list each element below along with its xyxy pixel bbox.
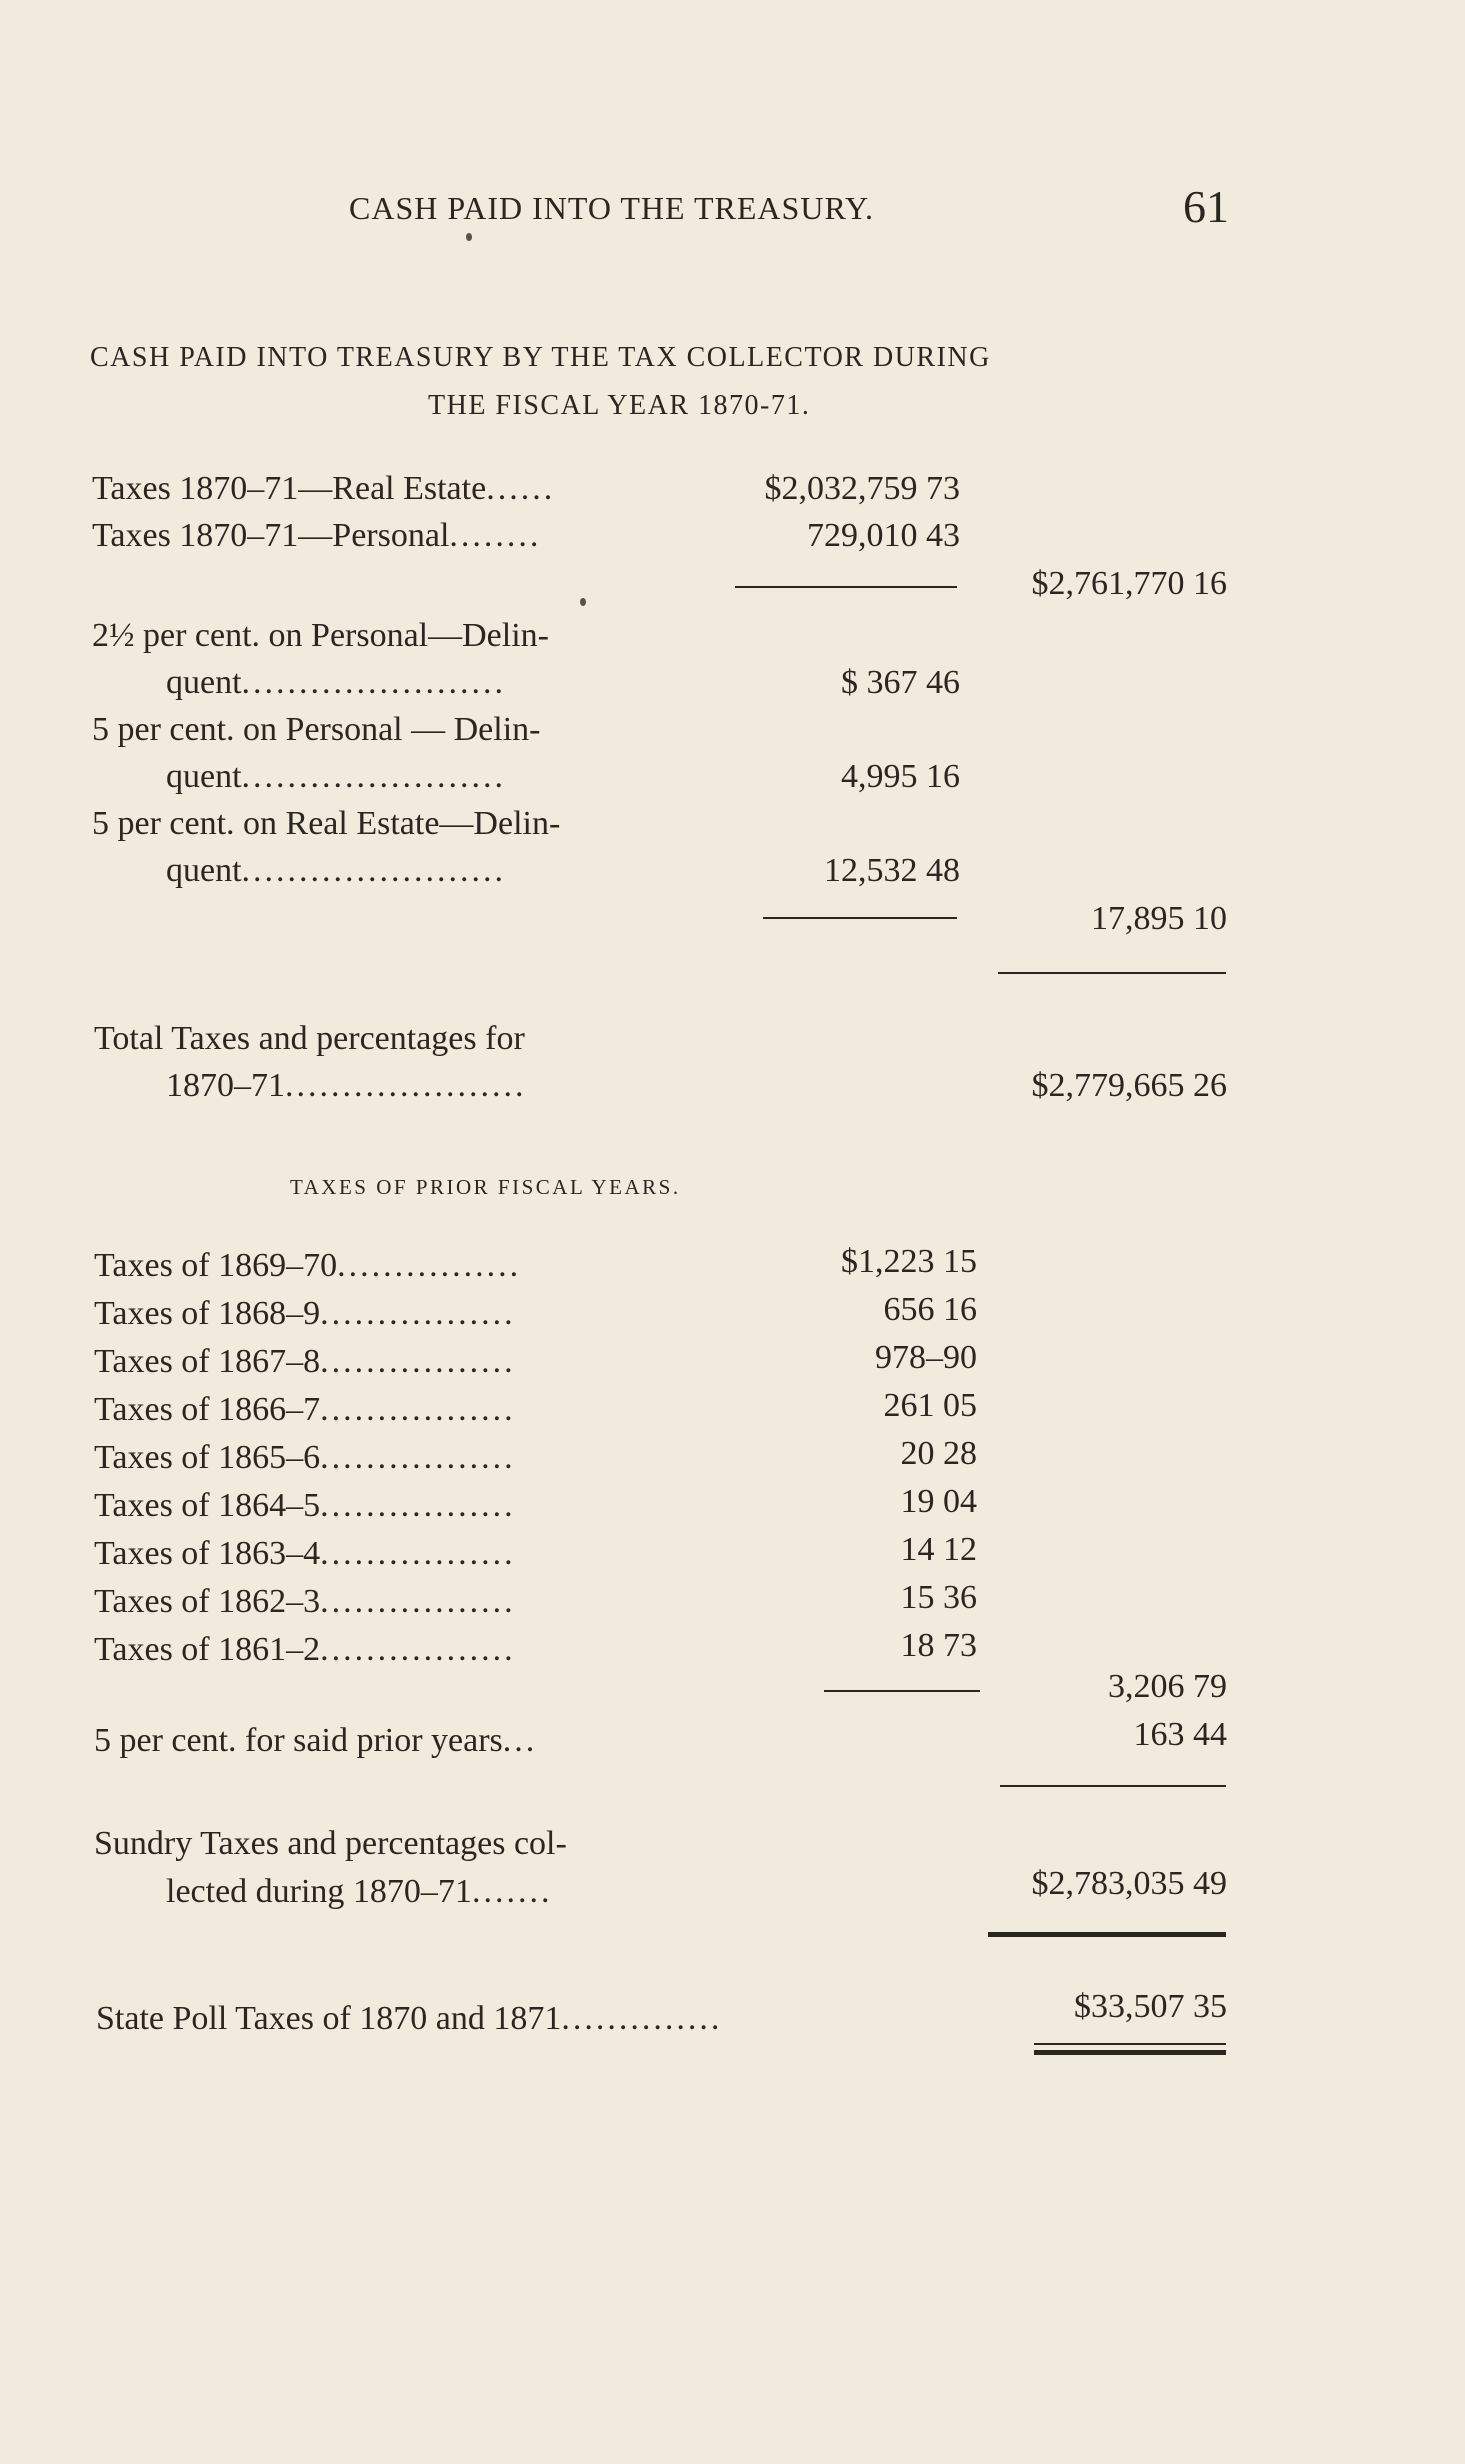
sum-rule [763, 917, 957, 919]
total-rule [1000, 1785, 1226, 1787]
leader-dots: ................. [320, 1631, 516, 1668]
personal-row [92, 517, 541, 555]
leader-dots: ....... [471, 1873, 553, 1910]
delinquent-item-2-line-1: 5 per cent. on Personal — Delin- [92, 711, 541, 748]
leader-dots: ..................... [285, 1067, 527, 1104]
leader-dots: ....................... [241, 852, 507, 889]
prior-year-value: 18 73 [900, 1627, 977, 1664]
double-rule-bottom [1034, 2050, 1226, 2055]
prior-year-value: 261 05 [883, 1387, 977, 1424]
leader-dots: ................. [320, 1391, 516, 1428]
row-label: Taxes of 1867–8 [94, 1343, 321, 1380]
delinquent-item-2-line-2 [166, 758, 506, 796]
leader-dots: ....................... [241, 664, 507, 701]
row-label: 1870–71 [166, 1067, 285, 1104]
personal-value: 729,010 43 [807, 517, 960, 554]
prior-year-value: 14 12 [900, 1531, 977, 1568]
delinquent-subtotal: 17,895 10 [1091, 900, 1227, 937]
row-label: lected during 1870–71 [166, 1873, 472, 1910]
prior-year-row [94, 1439, 516, 1477]
row-label: quent [166, 664, 242, 701]
prior-year-value: 656 16 [883, 1291, 977, 1328]
row-label: Taxes of 1868–9 [94, 1295, 321, 1332]
row-label: Taxes of 1862–3 [94, 1583, 321, 1620]
sundry-value: $2,783,035 49 [1031, 1865, 1227, 1902]
leader-dots: ................. [320, 1535, 516, 1572]
total-line-1: Total Taxes and percentages for [94, 1020, 525, 1057]
sundry-line-2 [166, 1873, 552, 1911]
row-label: Taxes of 1864–5 [94, 1487, 321, 1524]
current-taxes-subtotal: $2,761,770 16 [1031, 565, 1227, 602]
leader-dots: ................ [337, 1247, 522, 1284]
delinquent-item-1-line-1: 2½ per cent. on Personal—Delin- [92, 617, 549, 654]
sum-rule [735, 586, 957, 588]
row-label: Taxes of 1869–70 [94, 1247, 338, 1284]
section-title-line-1: CASH PAID INTO TREASURY BY THE TAX COLLECTOR DURING [90, 342, 991, 373]
section-title-line-2: THE FISCAL YEAR 1870-71. [428, 390, 811, 421]
prior-year-row [94, 1487, 516, 1525]
row-label: quent [166, 758, 242, 795]
double-rule-top [1034, 2043, 1226, 2045]
real-estate-row [92, 470, 555, 508]
ink-speck [580, 598, 586, 606]
real-estate-value: $2,032,759 73 [764, 470, 960, 507]
leader-dots: ................. [320, 1487, 516, 1524]
prior-years-subtotal: 3,206 79 [1108, 1668, 1227, 1705]
sum-rule [824, 1690, 980, 1692]
prior-year-row [94, 1247, 521, 1285]
leader-dots: ... [502, 1722, 538, 1759]
row-label: Taxes 1870–71—Real Estate [92, 470, 487, 507]
delinquent-item-3-line-1: 5 per cent. on Real Estate—Delin- [92, 805, 561, 842]
total-value: $2,779,665 26 [1031, 1067, 1227, 1104]
row-label: Taxes of 1863–4 [94, 1535, 321, 1572]
delinquent-item-3-line-2 [166, 852, 506, 890]
leader-dots: .............. [561, 2000, 723, 2037]
row-label: Taxes of 1865–6 [94, 1439, 321, 1476]
prior-year-row [94, 1295, 516, 1333]
prior-percent-value: 163 44 [1133, 1716, 1227, 1753]
running-title: CASH PAID INTO THE TREASURY. [349, 190, 874, 226]
delinquent-item-2-value: 4,995 16 [841, 758, 960, 795]
ink-speck [466, 233, 472, 241]
prior-year-row [94, 1583, 516, 1621]
prior-year-value: 20 28 [900, 1435, 977, 1472]
leader-dots: ................. [320, 1583, 516, 1620]
row-label: quent [166, 852, 242, 889]
total-line-2 [166, 1067, 527, 1105]
page-number: 61 [1183, 181, 1229, 232]
leader-dots: ...... [486, 470, 556, 507]
leader-dots: ................. [320, 1343, 516, 1380]
prior-year-value: 978–90 [875, 1339, 977, 1376]
delinquent-item-3-value: 12,532 48 [824, 852, 960, 889]
row-label: Taxes 1870–71—Personal [92, 517, 450, 554]
prior-year-row [94, 1631, 516, 1669]
row-label: Taxes of 1866–7 [94, 1391, 321, 1428]
row-label: 5 per cent. for said prior years [94, 1722, 503, 1759]
prior-years-heading: TAXES OF PRIOR FISCAL YEARS. [290, 1175, 681, 1199]
leader-dots: ........ [449, 517, 542, 554]
leader-dots: ................. [320, 1439, 516, 1476]
leader-dots: ....................... [241, 758, 507, 795]
sundry-line-1: Sundry Taxes and percentages col- [94, 1825, 567, 1862]
prior-year-row [94, 1343, 516, 1381]
prior-year-value: 19 04 [900, 1483, 977, 1520]
prior-percent-row [94, 1722, 537, 1760]
row-label: State Poll Taxes of 1870 and 1871 [96, 2000, 562, 2037]
prior-year-row [94, 1535, 516, 1573]
row-label: Taxes of 1861–2 [94, 1631, 321, 1668]
poll-tax-value: $33,507 35 [1074, 1988, 1227, 2025]
double-rule [988, 1932, 1226, 1937]
prior-year-value: $1,223 15 [841, 1243, 977, 1280]
prior-year-value: 15 36 [900, 1579, 977, 1616]
poll-tax-row [96, 2000, 722, 2038]
total-rule [998, 972, 1226, 974]
delinquent-item-1-line-2 [166, 664, 506, 702]
prior-year-row [94, 1391, 516, 1429]
leader-dots: ................. [320, 1295, 516, 1332]
delinquent-item-1-value: $ 367 46 [841, 664, 960, 701]
